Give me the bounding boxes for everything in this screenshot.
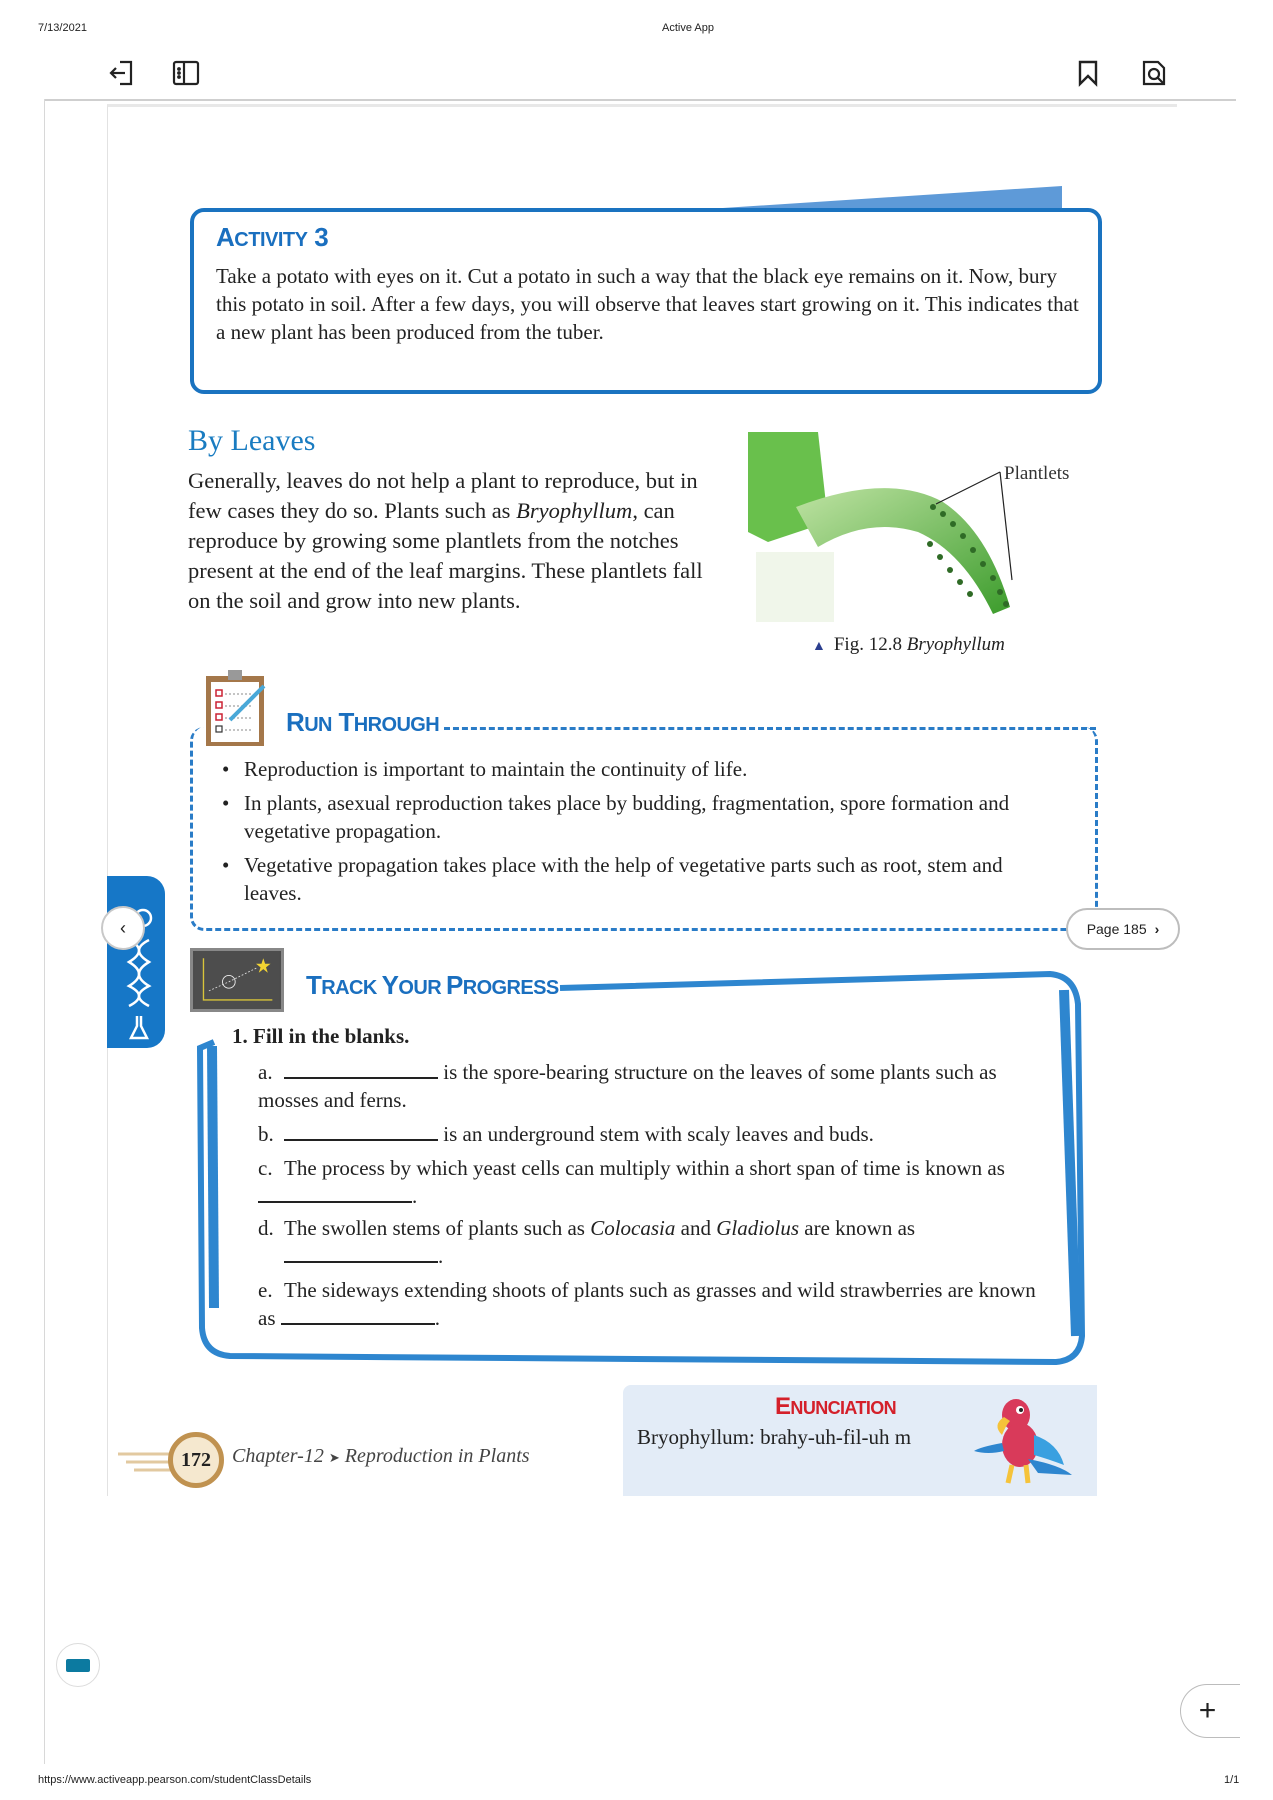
bookmark-icon[interactable] [1074,58,1102,88]
activity-box [190,208,1102,394]
print-page-count: 1/1 [1224,1774,1240,1786]
print-url: https://www.activeapp.pearson.com/studentClassDetails [38,1774,312,1786]
chevron-left-icon: ‹ [120,917,126,938]
enunciation-box [623,1385,1097,1496]
question-heading: 1. Fill in the blanks. [232,1024,410,1048]
figure-caption: ▲ Fig. 12.8 Bryophyllum [812,634,1005,655]
enunciation-title: ENUNCIATION [775,1393,897,1420]
notes-button[interactable] [56,1643,100,1687]
exit-icon[interactable] [108,58,136,88]
toolbar-divider [44,99,1236,101]
run-through-divider [444,727,1096,730]
by-leaves-paragraph: Generally, leaves do not help a plant to reproduce, but in few cases they do so. Plants such as Bryophyllum, can reproduce by growing some plantlets from the notches present at the end of the leaf margins. These plantlets fall on the soil and grow into new plants. [188,468,703,613]
print-date: 7/13/2021 [38,22,87,34]
answer-blank[interactable] [281,1307,435,1325]
note-icon [66,1659,90,1672]
science-side-tab [107,876,165,1048]
question-d: d. The swollen stems of plants such as Colocasia and Gladiolus are known as . [258,1216,916,1268]
page-number-badge: 172 [168,1432,224,1488]
plantlets-label: Plantlets [1004,463,1070,484]
page-number-label: Page 185 [1086,921,1147,937]
activity-text: Take a potato with eyes on it. Cut a potato in such a way that the black eye remains on it. Now, bury this potato in soil. After a few days, you will observe that leaves start growing on it. This indicates that a new plant has been produced from the tuber. [216,264,1079,344]
question-e: e. The sideways extending shoots of plants such as grasses and wild strawberries are known as . [258,1278,1036,1330]
dna-lab-icon [107,876,165,1048]
list-item: • Reproduction is important to maintain the continuity of life. [218,755,1058,783]
document-search-icon[interactable] [1140,58,1168,88]
answer-blank[interactable] [284,1245,438,1263]
question-c: c. The process by which yeast cells can multiply within a short span of time is known as . [258,1156,1005,1208]
chapter-label: Chapter-12 ➤ Reproduction in Plants [232,1445,530,1467]
answer-blank[interactable] [284,1123,438,1141]
activity-title: ACTIVITY 3 [216,222,329,252]
previous-page-button[interactable] [101,906,145,950]
track-progress-title: TRACK YOUR PROGRESS [306,970,559,1000]
print-title: Active App [662,22,714,34]
next-page-button[interactable] [1066,908,1180,950]
zoom-in-button[interactable] [1180,1684,1240,1738]
panel-toggle-icon[interactable] [172,58,200,88]
bryophyllum-figure [748,432,1018,622]
speed-lines-decoration [118,1446,174,1476]
arrow-icon: ➤ [328,1450,340,1465]
viewer-left-border [44,99,45,1764]
list-item: • In plants, asexual reproduction takes place by budding, fragmentation, spore formation and vegetative propagation. [218,789,1058,845]
list-item: • Vegetative propagation takes place with the help of vegetative parts such as root, stem and leaves. [218,851,1058,907]
parrot-mascot-icon [968,1395,1078,1487]
triangle-icon: ▲ [812,639,826,654]
question-b: b. is an underground stem with scaly leaves and buds. [258,1122,874,1146]
answer-blank[interactable] [258,1185,412,1203]
run-through-title: RUN THROUGH [286,707,440,737]
run-through-list [218,755,1058,913]
plus-icon: + [1198,1694,1217,1727]
section-heading-by-leaves: By Leaves [188,424,316,457]
question-a: a. is the spore-bearing structure on the leaves of some plants such as mosses and ferns. [258,1060,997,1112]
chevron-right-icon: › [1154,921,1160,937]
answer-blank[interactable] [284,1061,438,1079]
clipboard-checklist-icon [204,668,266,748]
enunciation-text: Bryophyllum: brahy-uh-fil-uh m [637,1425,912,1449]
progress-chart-icon [190,948,284,1012]
